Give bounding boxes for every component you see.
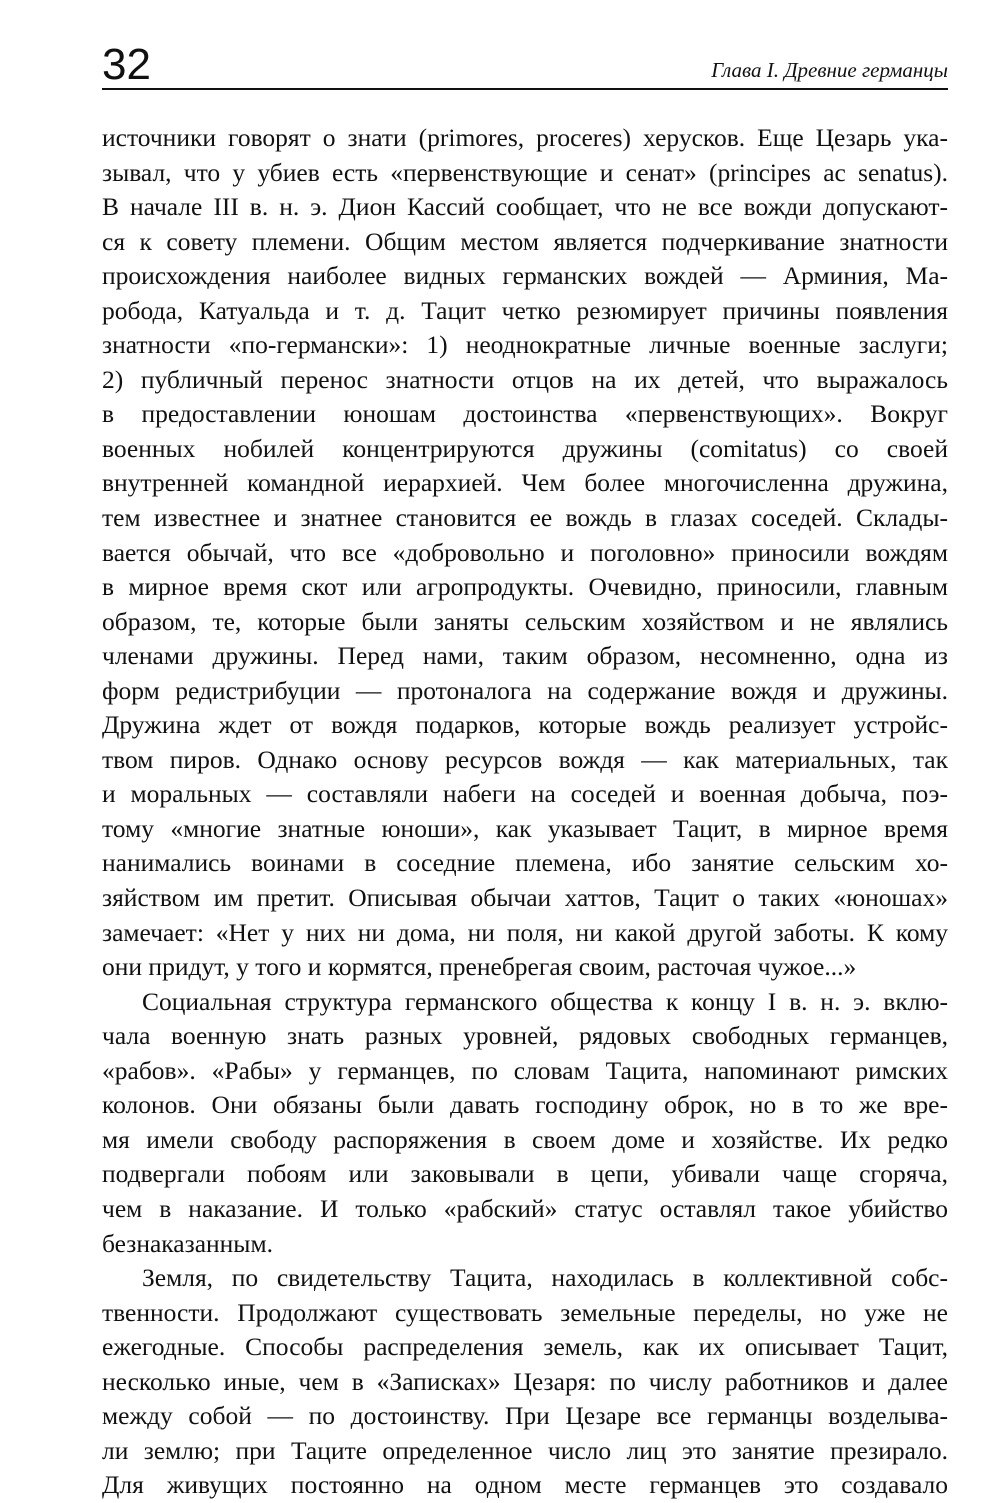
text-line: Для живущих постоянно на одном месте германцев это создавало bbox=[102, 1470, 948, 1500]
text-line: членами дружины. Перед нами, таким образом, несомненно, одна из bbox=[102, 641, 948, 671]
text-line: зяйством им претит. Описывая обычаи хаттов, Тацит о таких «юношах» bbox=[102, 883, 948, 913]
body-text bbox=[102, 121, 948, 1503]
text-line: происхождения наиболее видных германских вождей — Арминия, Ма- bbox=[102, 261, 948, 291]
text-line: замечает: «Нет у них ни дома, ни поля, ни какой другой заботы. К кому bbox=[102, 917, 948, 947]
text-line: источники говорят о знати (primores, proceres) херусков. Еще Цезарь ука- bbox=[102, 123, 948, 152]
running-head bbox=[102, 40, 948, 90]
text-line: образом, те, которые были заняты сельским хозяйством и не являлись bbox=[102, 606, 948, 636]
text-line: В начале III в. н. э. Дион Кассий сообщает, что не все вожди допускают- bbox=[102, 192, 948, 222]
paragraph bbox=[102, 1261, 948, 1503]
text-line: ли землю; при Таците определенное число лиц это занятие презирало. bbox=[102, 1435, 948, 1465]
text-line: между собой — по достоинству. При Цезаре все германцы возделыва- bbox=[102, 1401, 948, 1431]
text-line: мя имели свободу распоряжения в своем доме и хозяйстве. Их редко bbox=[102, 1124, 948, 1154]
text-line: твенности. Продолжают существовать земельные переделы, но уже не bbox=[102, 1297, 948, 1327]
text-line: нанимались воинами в соседние племена, ибо занятие сельским хо- bbox=[102, 848, 948, 878]
text-line: внутренней командной иерархией. Чем более многочисленна дружина, bbox=[102, 468, 948, 498]
text-line: тому «многие знатные юноши», как указывает Тацит, в мирное время bbox=[102, 813, 948, 843]
text-line: военных нобилей концентрируются дружины (comitatus) со своей bbox=[102, 433, 948, 463]
text-line: вается обычай, что все «добровольно и поголовно» приносили вождям bbox=[102, 537, 948, 567]
chapter-title: Глава I. Древние германцы bbox=[711, 58, 948, 82]
text-line: Социальная структура германского общества к концу I в. н. э. вклю- bbox=[142, 986, 948, 1016]
text-line: несколько иные, чем в «Записках» Цезаря: по числу работников и далее bbox=[102, 1366, 948, 1396]
text-line: ся к совету племени. Общим местом является подчеркивание знатности bbox=[102, 226, 948, 256]
text-line: тем известнее и знатнее становится ее вождь в глазах соседей. Склады- bbox=[102, 503, 948, 533]
text-line: зывал, что у убиев есть «первенствующие и сенат» (principes ac senatus). bbox=[102, 157, 948, 187]
paragraph bbox=[102, 985, 948, 1261]
text-line: Дружина ждет от вождя подарков, которые вождь реализует устройс- bbox=[102, 710, 948, 740]
text-line: чем в наказание. И только «рабский» статус оставлял такое убийство bbox=[102, 1193, 948, 1223]
text-line: подвергали побоям или заковывали в цепи, убивали чаще сгоряча, bbox=[102, 1159, 948, 1189]
header-rule bbox=[102, 88, 948, 90]
paragraph bbox=[102, 121, 948, 985]
text-line: твом пиров. Однако основу ресурсов вождя — как материальных, так bbox=[102, 744, 948, 774]
text-line: 2) публичный перенос знатности отцов на их детей, что выражалось bbox=[102, 364, 948, 394]
text-line: чала военную знать разных уровней, рядовых свободных германцев, bbox=[102, 1021, 948, 1051]
text-line: безнаказанным. bbox=[102, 1228, 273, 1258]
text-line: они придут, у того и кормятся, пренебрегая своим, расточая чужое...» bbox=[102, 952, 857, 982]
text-line: и моральных — составляли набеги на соседей и военная добыча, поэ- bbox=[102, 779, 948, 809]
text-line: форм редистрибуции — протоналога на содержание вождя и дружины. bbox=[102, 675, 948, 705]
text-line: колонов. Они обязаны были давать господину оброк, но в то же вре- bbox=[102, 1090, 948, 1120]
page-number: 32 bbox=[102, 40, 151, 89]
text-line: «рабов». «Рабы» у германцев, по словам Тацита, напоминают римских bbox=[102, 1055, 948, 1085]
text-line: ежегодные. Способы распределения земель, как их описывает Тацит, bbox=[102, 1332, 948, 1362]
text-line: Земля, по свидетельству Тацита, находилась в коллективной собс- bbox=[142, 1263, 948, 1293]
text-line: знатности «по-германски»: 1) неоднократные личные военные заслуги; bbox=[102, 330, 948, 360]
text-line: робода, Катуальда и т. д. Тацит четко резюмирует причины появления bbox=[102, 295, 948, 325]
text-line: в предоставлении юношам достоинства «первенствующих». Вокруг bbox=[102, 399, 948, 429]
text-line: в мирное время скот или агропродукты. Очевидно, приносили, главным bbox=[102, 572, 948, 602]
